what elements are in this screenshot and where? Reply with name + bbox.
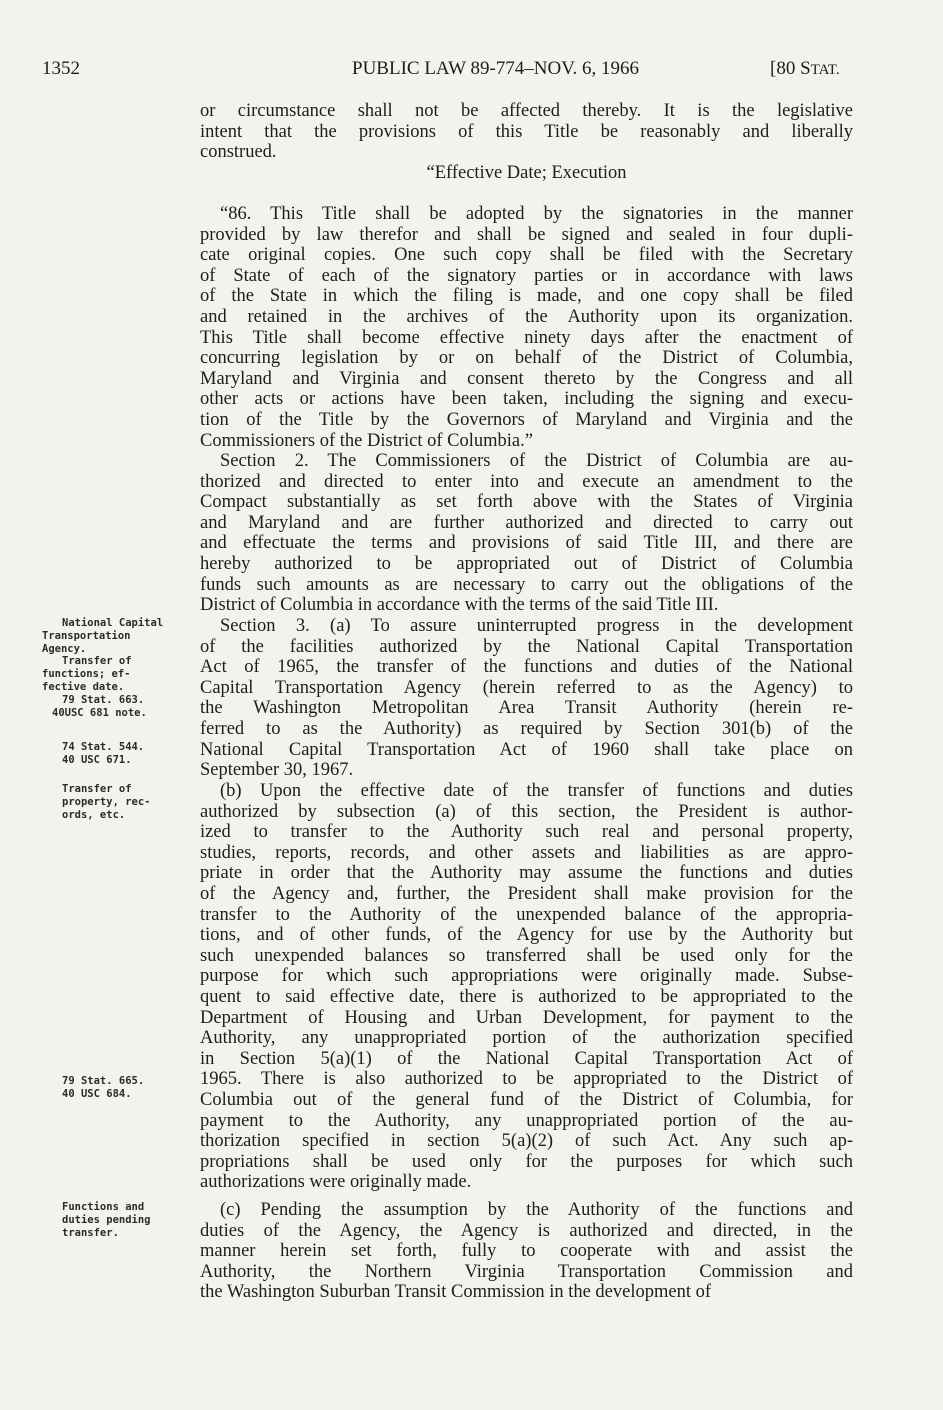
margin-note-line: Functions and: [62, 1201, 145, 1213]
section-3c: [200, 1200, 853, 1303]
text-line: Section 2. The Commissioners of the District of Columbia are au-: [220, 451, 853, 471]
page-number: 1352: [42, 58, 80, 79]
text-line: intent that the provisions of this Title be reasonably and liberally: [200, 121, 853, 142]
margin-note-line: duties pending: [62, 1213, 151, 1226]
margin-note-line: functions; ef-: [42, 668, 131, 681]
text-line: cate original copies. One such copy shall be filed with the Secretary: [200, 245, 853, 266]
margin-note-line: 40USC 681 note.: [52, 706, 147, 719]
section-heading: “Effective Date; Execution: [426, 163, 627, 183]
text-line: This Title shall become effective ninety days after the enactment of: [200, 327, 853, 348]
margin-note-stat544: [42, 741, 192, 767]
text-line: Maryland and Virginia and consent thereto by the Congress and all: [200, 368, 853, 389]
margin-note-functions-pending: [42, 1201, 192, 1239]
text-line: priate in order that the Authority may assume the functions and duties: [200, 863, 853, 884]
text-line: or circumstance shall not be affected thereby. It is the legislative: [200, 101, 853, 121]
text-line: tion of the Title by the Governors of Maryland and Virginia and the: [200, 409, 853, 430]
margin-note-line: National Capital: [62, 617, 164, 629]
margin-note-transfer-property: [42, 783, 192, 821]
margin-note-line: Agency.: [42, 642, 87, 655]
text-line: of State of each of the signatory parties or in accordance with laws: [200, 265, 853, 286]
text-line: Capital Transportation Agency (herein referred to as the Agency) to: [200, 677, 853, 698]
volume-prefix: [80 S: [770, 58, 811, 79]
margin-note-line: Transportation: [42, 629, 131, 642]
text-line: Authority, any unappropriated portion of the authorization specified: [200, 1028, 853, 1049]
text-line: transfer to the Authority of the unexpended balance of the appropria-: [200, 904, 853, 925]
text-line: other acts or actions have been taken, including the signing and execu-: [200, 389, 853, 410]
margin-note-line: 79 Stat. 665.: [62, 1075, 145, 1087]
text-line: the Washington Metropolitan Area Transit Authority (herein re-: [200, 698, 853, 719]
text-line: of the facilities authorized by the National Capital Transportation: [200, 636, 853, 657]
section-2: [200, 451, 853, 616]
text-line: Commissioners of the District of Columbia.”: [200, 430, 533, 451]
margin-note-line: property, rec-: [62, 795, 151, 808]
text-line: Columbia out of the general fund of the District of Columbia, for: [200, 1089, 853, 1110]
margin-note-ncta: [42, 617, 192, 719]
text-line: purpose for which such appropriations were originally made. Subse-: [200, 966, 853, 987]
text-line: the Washington Suburban Transit Commission in the development of: [200, 1282, 712, 1303]
margin-note-line: fective date.: [42, 680, 125, 693]
section-3b: [200, 781, 853, 1193]
text-line: District of Columbia in accordance with the terms of the said Title III.: [200, 595, 719, 616]
text-line: National Capital Transportation Act of 1960 shall take place on: [200, 739, 853, 760]
text-line: thorized and directed to enter into and execute an amendment to the: [200, 471, 853, 492]
text-line: and retained in the archives of the Authority upon its organization.: [200, 306, 853, 327]
volume-reference: [770, 58, 840, 81]
margin-note-line: transfer.: [62, 1226, 119, 1239]
volume-suffix: TAT.: [810, 62, 840, 78]
text-line: construed.: [200, 142, 277, 163]
text-line: of the Agency and, further, the President shall make provision for the: [200, 883, 853, 904]
text-line: ized to transfer to the Authority such real and personal property,: [200, 822, 853, 843]
text-line: such unexpended balances so transferred shall be used only for the: [200, 945, 853, 966]
text-line: manner herein set forth, fully to cooperate with and assist the: [200, 1241, 853, 1262]
text-line: funds such amounts as are necessary to carry out the obligations of the: [200, 574, 853, 595]
margin-note-line: 79 Stat. 663.: [62, 693, 145, 706]
margin-note-line: Transfer of: [62, 655, 132, 668]
text-line: of the State in which the filing is made, and one copy shall be filed: [200, 286, 853, 307]
text-line: Authority, the Northern Virginia Transportation Commission and: [200, 1261, 853, 1282]
margin-note-line: 74 Stat. 544.: [62, 741, 145, 753]
text-line: (c) Pending the assumption by the Authority of the functions and: [220, 1200, 853, 1220]
text-line: “86. This Title shall be adopted by the signatories in the manner: [220, 204, 853, 224]
text-line: thorization specified in section 5(a)(2) of such Act. Any such ap-: [200, 1131, 853, 1152]
running-title: PUBLIC LAW 89-774–NOV. 6, 1966: [352, 58, 640, 79]
paragraph-86: [200, 204, 853, 451]
text-line: payment to the Authority, any unappropriated portion of the au-: [200, 1110, 853, 1131]
margin-note-line: Transfer of: [62, 783, 132, 795]
text-line: September 30, 1967.: [200, 760, 354, 781]
text-line: authorizations were originally made.: [200, 1172, 472, 1193]
text-line: Section 3. (a) To assure uninterrupted progress in the development: [220, 616, 853, 636]
text-line: 1965. There is also authorized to be appropriated to the District of: [200, 1069, 853, 1090]
paragraph-continuation: [200, 101, 853, 163]
margin-note-line: ords, etc.: [62, 808, 126, 821]
text-line: quent to said effective date, there is authorized to be appropriated to the: [200, 986, 853, 1007]
text-line: Compact substantially as set forth above with the States of Virginia: [200, 492, 853, 513]
text-line: provided by law therefor and shall be signed and sealed in four dupli-: [200, 224, 853, 245]
section-3a: [200, 616, 853, 781]
text-line: ferred to as the Authority) as required by Section 301(b) of the: [200, 718, 853, 739]
text-line: (b) Upon the effective date of the transfer of functions and duties: [220, 781, 853, 801]
margin-note-line: 40 USC 684.: [62, 1087, 132, 1100]
text-line: tions, and of other funds, of the Agency for use by the Authority but: [200, 925, 853, 946]
text-line: Department of Housing and Urban Development, for payment to the: [200, 1007, 853, 1028]
text-line: propriations shall be used only for the purposes for which such: [200, 1151, 853, 1172]
text-line: Act of 1965, the transfer of the functions and duties of the National: [200, 657, 853, 678]
text-line: authorized by subsection (a) of this section, the President is author-: [200, 801, 853, 822]
text-line: concurring legislation by or on behalf of the District of Columbia,: [200, 348, 853, 369]
margin-note-stat665: [42, 1075, 192, 1101]
text-line: and Maryland and are further authorized and directed to carry out: [200, 512, 853, 533]
margin-note-line: 40 USC 671.: [62, 753, 132, 766]
text-line: hereby authorized to be appropriated out of District of Columbia: [200, 553, 853, 574]
text-line: in Section 5(a)(1) of the National Capital Transportation Act of: [200, 1048, 853, 1069]
text-line: studies, reports, records, and other assets and liabilities as are appro-: [200, 842, 853, 863]
text-line: duties of the Agency, the Agency is authorized and directed, in the: [200, 1220, 853, 1241]
text-line: and effectuate the terms and provisions of said Title III, and there are: [200, 533, 853, 554]
